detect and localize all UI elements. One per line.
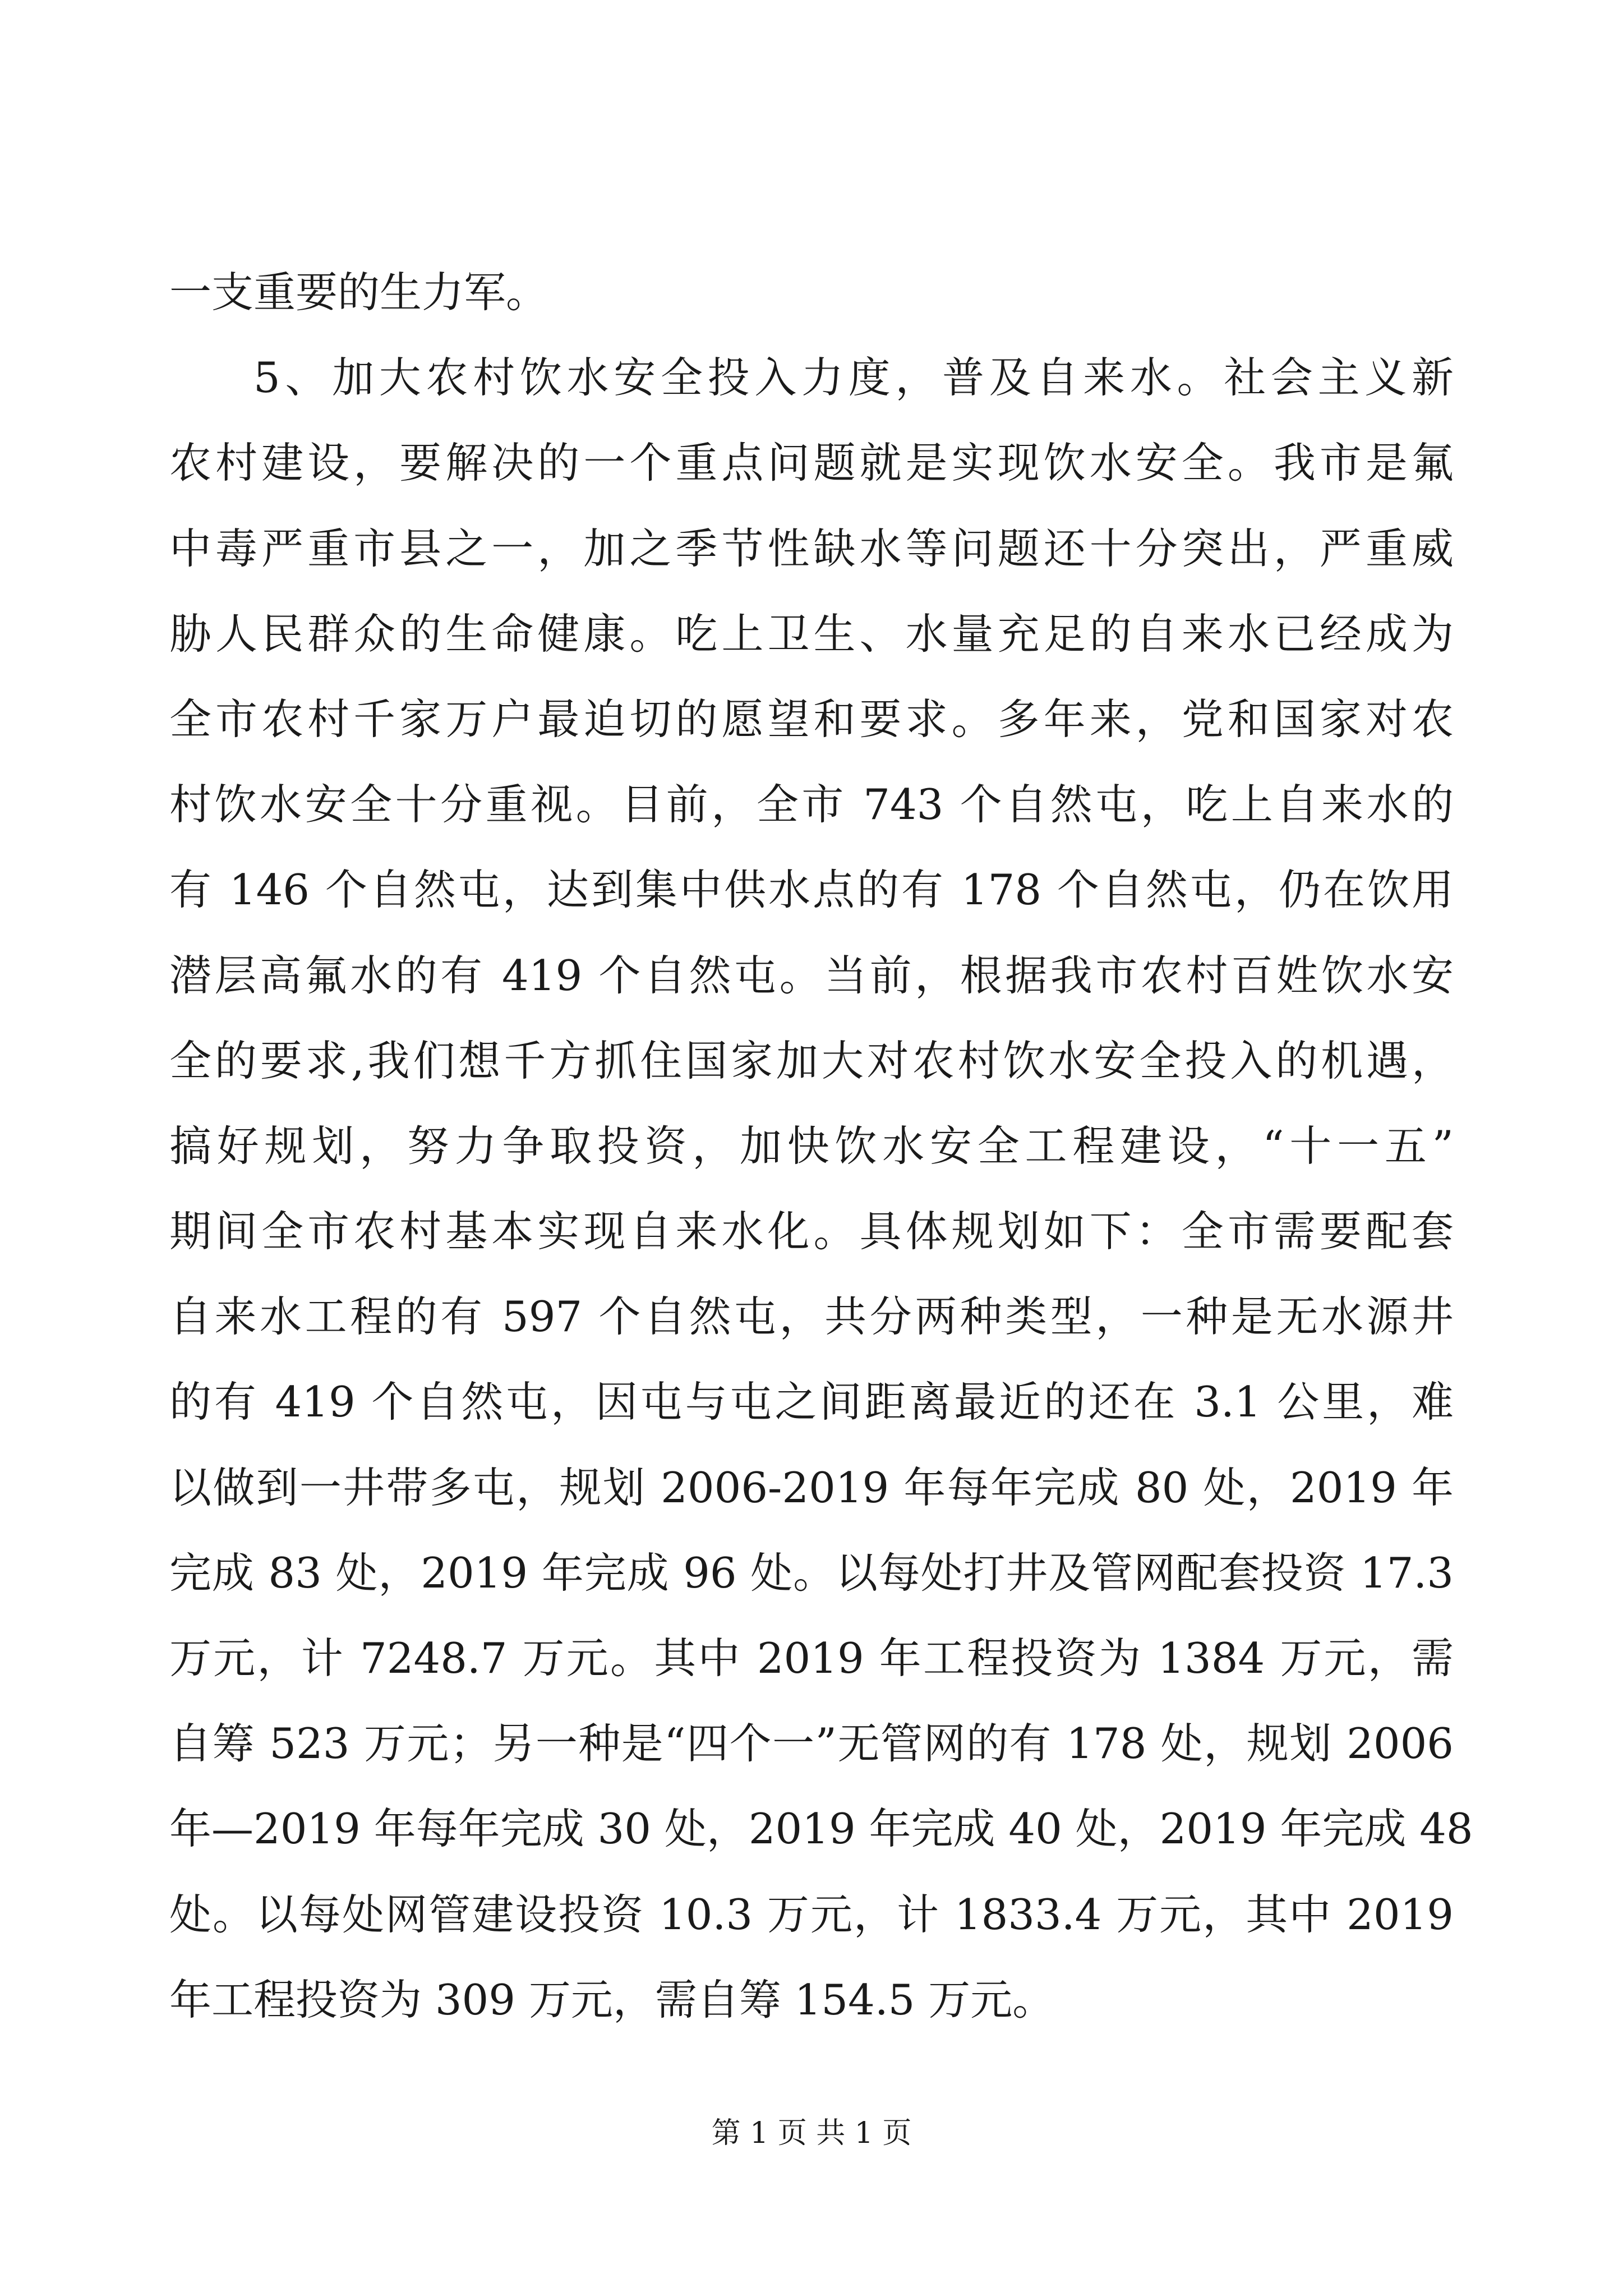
page-footer: 第 1 页 共 1 页 <box>711 2116 912 2150</box>
document-body <box>169 250 1473 2042</box>
text-line: 中毒严重市县之一，加之季节性缺水等问题还十分突出，严重威 <box>169 523 1454 573</box>
text-line: 有 146 个自然屯，达到集中供水点的有 178 个自然屯，仍在饮用 <box>169 865 1454 915</box>
text-line: 自来水工程的有 597 个自然屯，共分两种类型，一种是无水源井 <box>169 1292 1454 1342</box>
text-line: 胁人民群众的生命健康。吃上卫生、水量充足的自来水已经成为 <box>169 609 1454 659</box>
text-line: 5、加大农村饮水安全投入力度，普及自来水。社会主义新 <box>253 353 1454 403</box>
text-line: 全市农村千家万户最迫切的愿望和要求。多年来，党和国家对农 <box>169 694 1454 744</box>
text-line: 潜层高氟水的有 419 个自然屯。当前，根据我市农村百姓饮水安 <box>169 950 1454 1000</box>
text-line: 完成 83 处，2019 年完成 96 处。以每处打井及管网配套投资 17.3 <box>169 1548 1454 1598</box>
text-line: 自筹 523 万元；另一种是“四个一”无管网的有 178 处，规划 2006 <box>169 1719 1454 1769</box>
text-line: 一支重要的生力军。 <box>169 268 548 317</box>
text-line: 期间全市农村基本实现自来水化。具体规划如下：全市需要配套 <box>169 1207 1454 1257</box>
text-line: 年—2019 年每年完成 30 处，2019 年完成 40 处，2019 年完成 48 <box>169 1804 1473 1854</box>
text-line: 搞好规划，努力争取投资，加快饮水安全工程建设，“十一五” <box>169 1121 1454 1171</box>
text-line: 农村建设，要解决的一个重点问题就是实现饮水安全。我市是氟 <box>169 438 1454 488</box>
text-line: 的有 419 个自然屯，因屯与屯之间距离最近的还在 3.1 公里，难 <box>169 1377 1454 1427</box>
text-line: 年工程投资为 309 万元，需自筹 154.5 万元。 <box>169 1975 1055 2024</box>
text-line: 全的要求,我们想千方抓住国家加大对农村饮水安全投入的机遇， <box>169 1036 1454 1085</box>
text-line: 村饮水安全十分重视。目前，全市 743 个自然屯，吃上自来水的 <box>169 780 1454 830</box>
text-line: 万元，计 7248.7 万元。其中 2019 年工程投资为 1384 万元，需 <box>169 1634 1454 1683</box>
text-line: 处。以每处网管建设投资 10.3 万元，计 1833.4 万元，其中 2019 <box>169 1889 1454 1939</box>
text-line: 以做到一井带多屯，规划 2006-2019 年每年完成 80 处，2019 年 <box>169 1462 1454 1512</box>
